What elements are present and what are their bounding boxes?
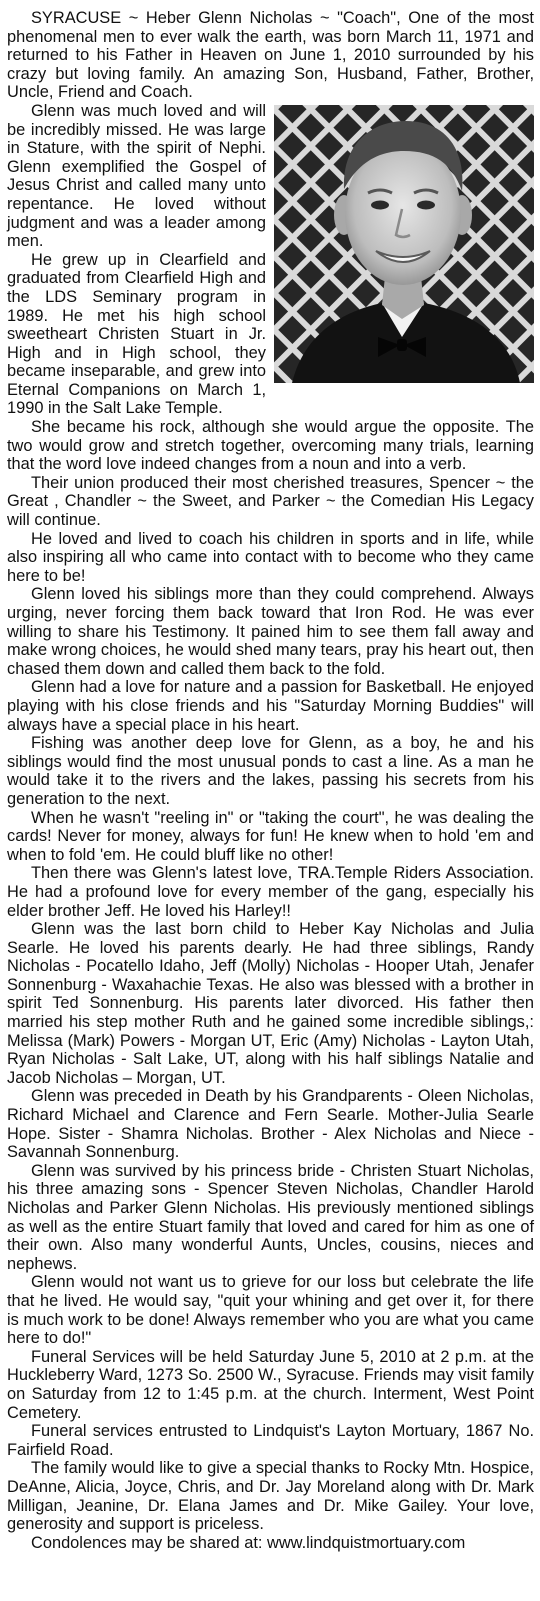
obituary-paragraph: Glenn had a love for nature and a passion for Basketball. He enjoyed playing with his close friends and his "Saturday Morning Buddies" will always have a special place in his heart. <box>7 678 534 734</box>
obituary-paragraph: Fishing was another deep love for Glenn, as a boy, he and his siblings would find the most unusual ponds to cast a line. As a man he would take it to the rivers and the lakes, passing his secrets from his generation to the next. <box>7 734 534 808</box>
funeral-services-paragraph: Funeral Services will be held Saturday June 5, 2010 at 2 p.m. at the Huckleberry Ward, 1273 So. 2500 W., Syracuse. Friends may visit family on Saturday from 12 to 1:45 p.m. at the church. Interment, West Point Cemetery. <box>7 1347 534 1422</box>
obituary-paragraph: He grew up in Clearfield and graduated from Clearfield High and the LDS Seminary program in 1989. He met his high school sweetheart Christen Stuart in Jr. High and in High school, they became inseparable, and grew into Eternal Companions on March 1, 1990 in the Salt Lake Temple. <box>7 250 266 418</box>
condolences-paragraph: Condolences may be shared at: www.lindquistmortuary.com <box>31 1533 466 1552</box>
obituary-paragraph: She became his rock, although she would argue the opposite. The two would grow and stretch together, overcoming many trials, learning that the word love indeed changes from a noun and into a verb. <box>7 418 534 474</box>
thanks-paragraph: The family would like to give a special thanks to Rocky Mtn. Hospice, DeAnne, Alicia, Joyce, Chris, and Dr. Jay Moreland along with Dr. Mark Milligan, Jeanine, Dr. Elana James and Dr. Mike Gailey. Your love, generosity and support is priceless. <box>7 1459 534 1534</box>
portrait-photo-graphic <box>274 105 534 383</box>
obituary-paragraph-intro: SYRACUSE ~ Heber Glenn Nicholas ~ "Coach", One of the most phenomenal men to ever walk the earth, was born March 11, 1971 and returned to his Father in Heaven on June 1, 2010 surrounded by his crazy but loving family. An amazing Son, Husband, Father, Brother, Uncle, Friend and Coach. <box>7 9 534 102</box>
obituary-paragraph: He loved and lived to coach his children in sports and in life, while also inspiring all who came into contact with to become who they came here to be! <box>7 529 534 585</box>
obituary-paragraph: Glenn was survived by his princess bride - Christen Stuart Nicholas, his three amazing sons - Spencer Steven Nicholas, Chandler Harold Nicholas and Parker Glenn Nicholas. His previously mentioned siblings as well as the entire Stuart family that loved and cared for him as one of their own. Also many wonderful Aunts, Uncles, cousins, nieces and nephews. <box>7 1161 534 1273</box>
obituary-paragraph: Their union produced their most cherished treasures, Spencer ~ the Great , Chandler ~ the Sweet, and Parker ~ the Comedian His Legacy will continue. <box>7 473 534 530</box>
obituary-paragraph: Glenn was the last born child to Heber Kay Nicholas and Julia Searle. He loved his parents dearly. He had three siblings, Randy Nicholas - Pocatello Idaho, Jeff (Molly) Nicholas - Hooper Utah, Jenafer Sonnenburg - Waxahachie Texas. He also was blessed with a brother in spirit Ted Sonnenburg. His parents later divorced. His father then married his step mother Ruth and he gained some incredible siblings,: Melissa (Mark) Powers - Morgan UT, Eric (Amy) Nicholas - Layton Utah, Ryan Nicholas - Salt Lake, UT, along with his half siblings Natalie and Jacob Nicholas – Morgan, UT. <box>7 920 534 1087</box>
obituary-paragraph: When he wasn't "reeling in" or "taking the court", he was dealing the cards! Never for money, always for fun! He knew when to hold 'em and when to fold 'em. He could bluff like no other! <box>7 808 534 864</box>
portrait-photo <box>274 105 534 383</box>
obituary-paragraph: Glenn was much loved and will be incredibly missed. He was large in Stature, with the spirit of Nephi. Glenn exemplified the Gospel of Jesus Christ and called many unto repentance. He loved without judgment and was a leader among men. <box>7 101 266 251</box>
obituary-paragraph: Glenn loved his siblings more than they could comprehend. Always urging, never forcing them back toward that Iron Rod. He was ever willing to share his Testimony. It pained him to see them fall away and make wrong choices, he would shed many tears, pray his heart out, then chased them down and called them back to the fold. <box>7 585 534 678</box>
mortuary-paragraph: Funeral services entrusted to Lindquist's Layton Mortuary, 1867 No. Fairfield Road. <box>7 1422 534 1459</box>
obituary-paragraph: Glenn would not want us to grieve for our loss but celebrate the life that he lived. He would say, "quit your whining and get over it, for there is much work to be done! Always remember who you are what you came here to do!" <box>7 1273 534 1348</box>
obituary-paragraph: Glenn was preceded in Death by his Grandparents - Oleen Nicholas, Richard Michael and Clarence and Fern Searle. Mother-Julia Searle Hope. Sister - Shamra Nicholas. Brother - Alex Nicholas and Niece - Savannah Sonnenburg. <box>7 1087 534 1162</box>
obituary-paragraph: Then there was Glenn's latest love, TRA.Temple Riders Association. He had a profound love for every member of the gang, especially his elder brother Jeff. He loved his Harley!! <box>7 864 534 920</box>
